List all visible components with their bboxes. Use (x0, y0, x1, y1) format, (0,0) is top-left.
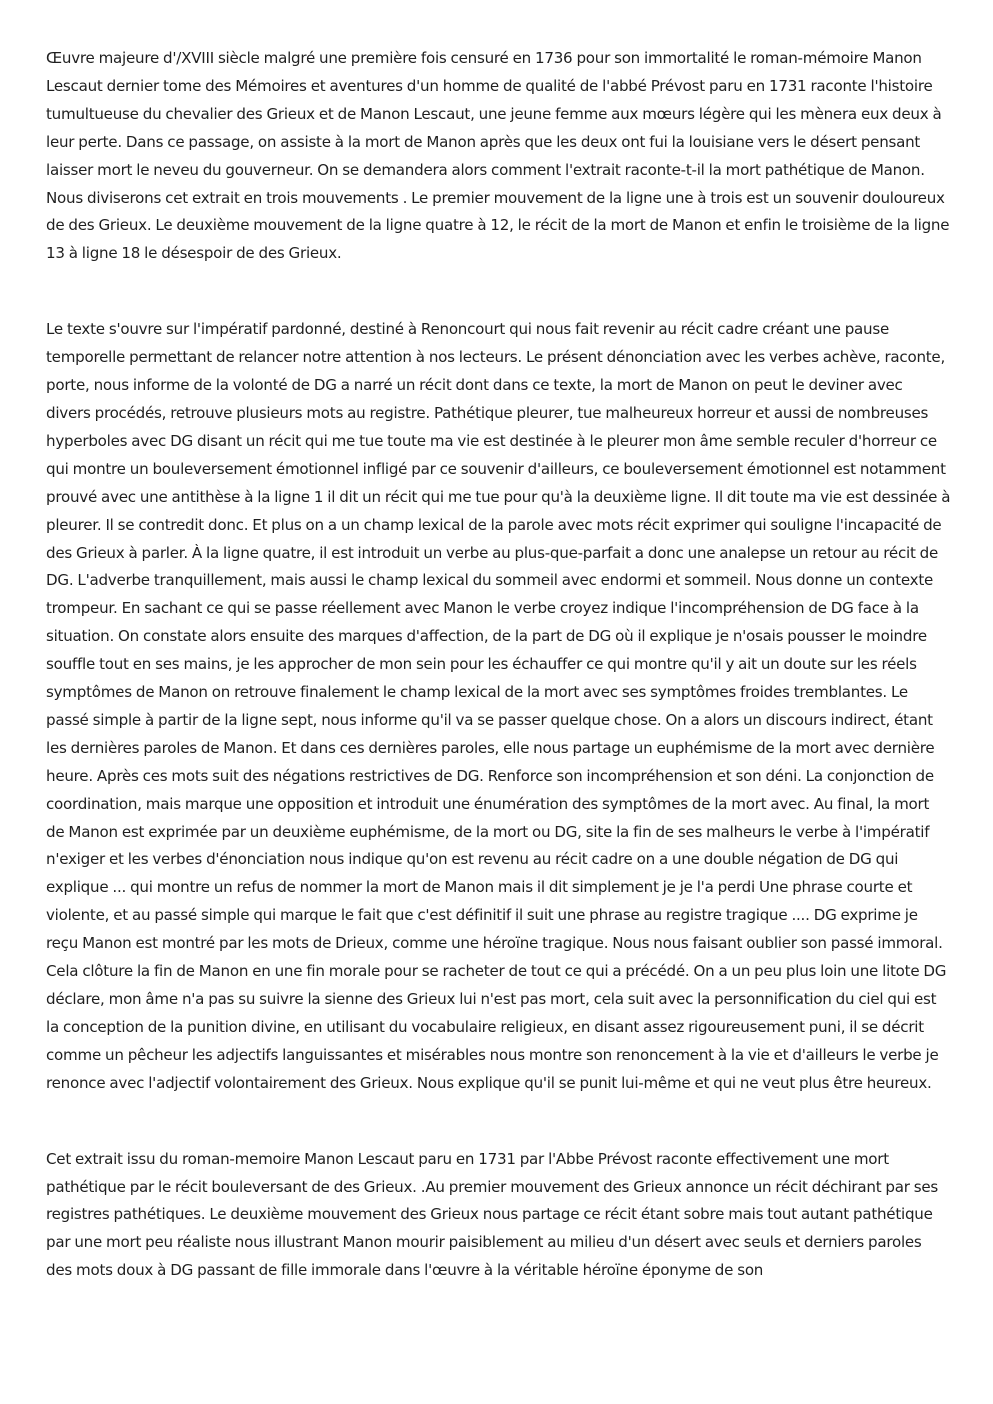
paragraph-introduction: Œuvre majeure d'/XVIII siècle malgré une première fois censuré en 1736 pour son immortalité le roman-mémoire Manon Lescaut dernier tome des Mémoires et aventures d'un homme de qualité de l'abbé Prévost paru en 1731 raconte l'histoire tumultueuse du chevalier des Grieux et de Manon Lescaut, une jeune femme aux mœurs légère qui les mènera eux deux à leur perte. Dans ce passage, on assiste à la mort de Manon après que les deux ont fui la louisiane vers le désert pensant laisser mort le neveu du gouverneur. On se demandera alors comment l'extrait raconte-t-il la mort pathétique de Manon. Nous diviserons cet extrait en trois mouvements . Le premier mouvement de la ligne une à trois est un souvenir douloureux de des Grieux. Le deuxième mouvement de la ligne quatre à 12, le récit de la mort de Manon et enfin le troisième de la ligne 13 à ligne 18 le désespoir de des Grieux. (46, 49, 950, 263)
document-page (46, 45, 951, 1285)
paragraph-analysis: Le texte s'ouvre sur l'impératif pardonné, destiné à Renoncourt qui nous fait revenir au récit cadre créant une pause temporelle permettant de relancer notre attention à nos lecteurs. Le présent dénonciation avec les verbes achève, raconte, porte, nous informe de la volonté de DG a narré un récit dont dans ce texte, la mort de Manon on peut le deviner avec divers procédés, retrouve plusieurs mots au registre. Pathétique pleurer, tue malheureux horreur et aussi de nombreuses hyperboles avec DG disant un récit qui me tue toute ma vie est destinée à le pleurer mon âme semble reculer d'horreur ce qui montre un bouleversement émotionnel infligé par ce souvenir d'ailleurs, ce bouleversement émotionnel est notamment prouvé avec une antithèse à la ligne 1 il dit un récit qui me tue pour qu'à la deuxième ligne. Il dit toute ma vie est dessinée à pleurer. Il se contredit donc. Et plus on a un champ lexical de la parole avec mots récit exprimer qui souligne l'incapacité de des Grieux à parler. À la ligne quatre, il est introduit un verbe au plus-que-parfait a donc une analepse un retour au récit de DG. L'adverbe tranquillement, mais aussi le champ lexical du sommeil avec endormi et sommeil. Nous donne un contexte trompeur. En sachant ce qui se passe réellement avec Manon le verbe croyez indique l'incompréhension de DG face à la situation. On constate alors ensuite des marques d'affection, de la part de DG où il explique je n'osais pousser le moindre souffle tout en ses mains, je les approcher de mon sein pour les échauffer ce qui montre qu'il y ait un doute sur les réels symptômes de Manon on retrouve finalement le champ lexical de la mort avec ses symptômes froides tremblantes. Le passé simple à partir de la ligne sept, nous informe qu'il va se passer quelque chose. On a alors un discours indirect, étant les dernières paroles de Manon. Et dans ces dernières paroles, elle nous partage un euphémisme de la mort avec dernière heure. Après ces mots suit des négations restrictives de DG. Renforce son incompréhension et son déni. La conjonction de coordination, mais marque une opposition et introduit une énumération des symptômes de la mort avec. Au final, la mort de Manon est exprimée par un deuxième euphémisme, de la mort ou DG, site la fin de ses malheurs le verbe à l'impératif n'exiger et les verbes d'énonciation nous indique qu'on est revenu au récit cadre on a une double négation de DG qui explique ... qui montre un refus de nommer la mort de Manon mais il dit simplement je je l'a perdi Une phrase courte et violente, et au passé simple qui marque le fait que c'est définitif il suit une phrase au registre tragique .... DG exprime je reçu Manon est montré par les mots de Drieux, comme une héroïne tragique. Nous nous faisant oublier son passé immoral. Cela clôture la fin de Manon en une fin morale pour se racheter de tout ce qui a précédé. On a un peu plus loin une litote DG déclare, mon âme n'a pas su suivre la sienne des Grieux lui n'est pas mort, cela suit avec la personnification du ciel qui est la conception de la punition divine, en utilisant du vocabulaire religieux, en disant assez rigoureusement puni, il se décrit comme un pêcheur les adjectifs languissantes et misérables nous montre son renoncement à la vie et d'ailleurs le verbe je renonce avec l'adjectif volontairement des Grieux. Nous explique qu'il se punit lui-même et qui ne veut plus être heureux. (46, 320, 951, 1092)
paragraph-conclusion: Cet extrait issu du roman-memoire Manon Lescaut paru en 1731 par l'Abbe Prévost raconte effectivement une mort pathétique par le récit bouleversant de des Grieux. .Au premier mouvement des Grieux annonce un récit déchirant par ses registres pathétiques. Le deuxième mouvement des Grieux nous partage ce récit étant sobre mais tout autant pathétique par une mort peu réaliste nous illustrant Manon mourir paisiblement au milieu d'un désert avec seuls et derniers paroles des mots doux à DG passant de fille immorale dans l'œuvre à la véritable héroïne éponyme de son (46, 1149, 939, 1280)
